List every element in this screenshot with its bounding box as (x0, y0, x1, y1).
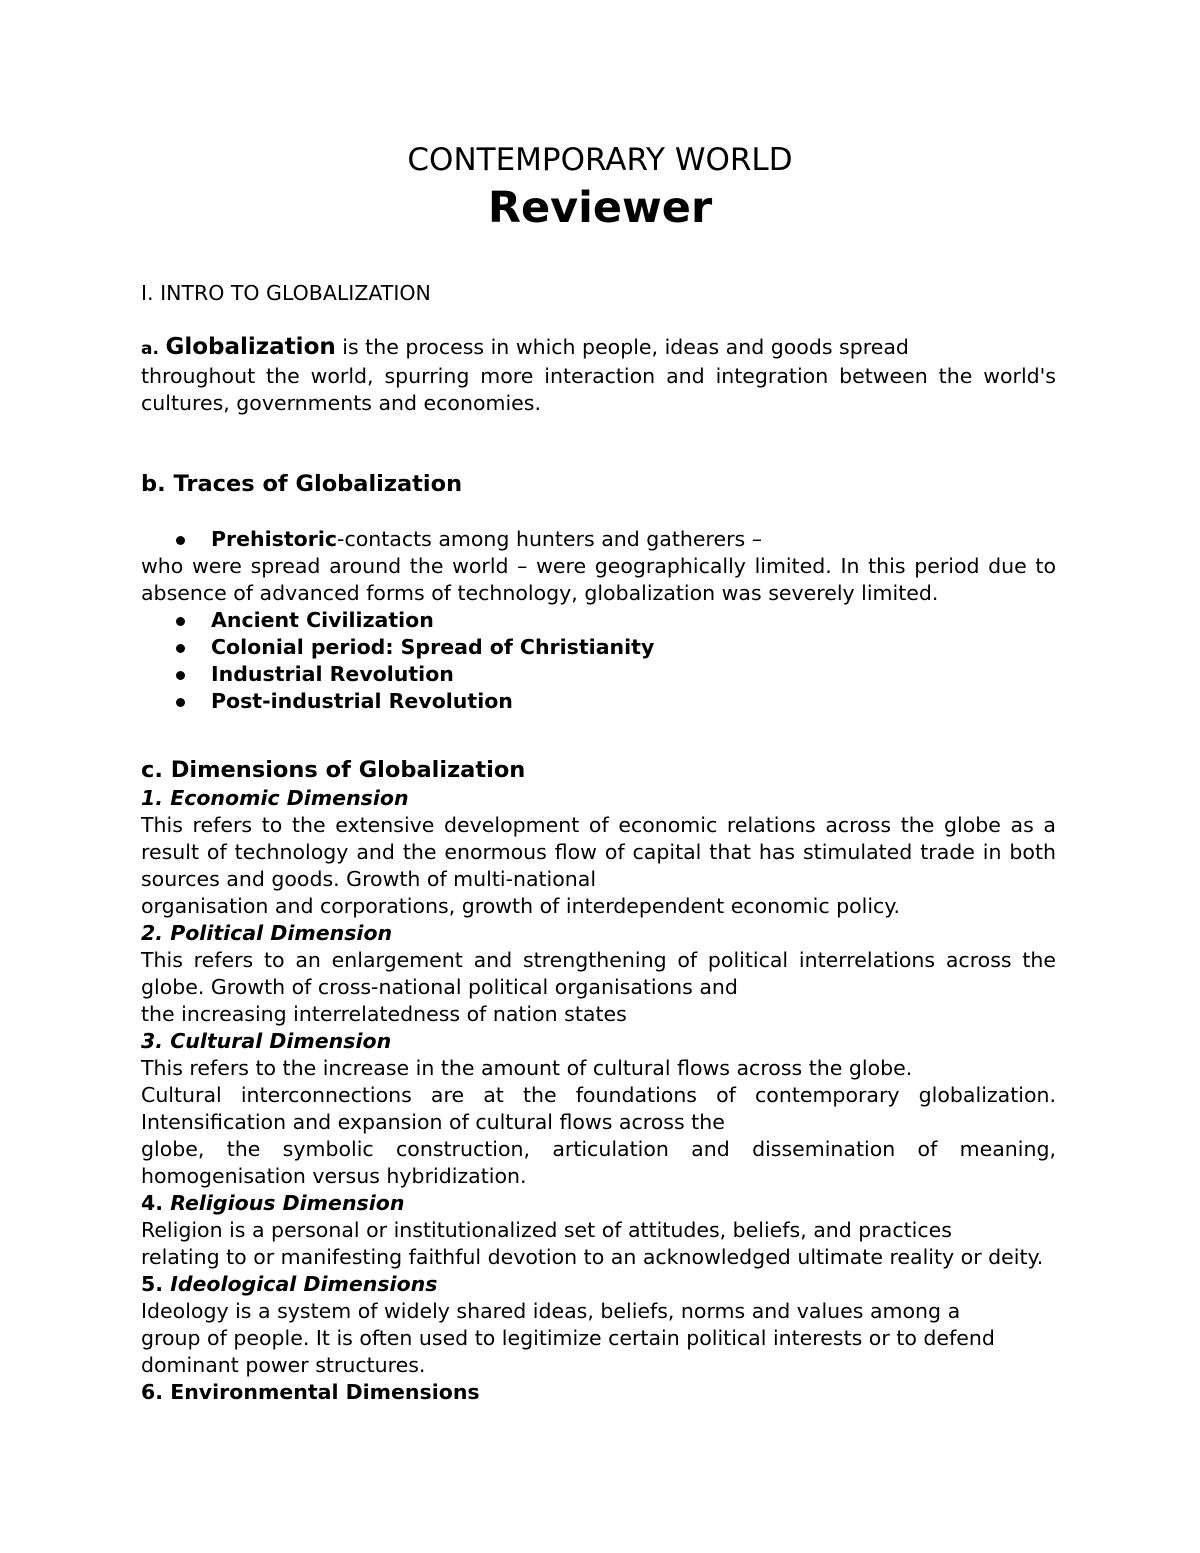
list-item (141, 526, 1056, 553)
dimension-cultural-line-2: Cultural interconnections are at the foundations of contemporary globalization. (141, 1083, 1056, 1107)
prehistoric-text: -contacts among hunters and gatherers – (337, 527, 762, 551)
section-heading-traces: b. Traces of Globalization (141, 471, 463, 497)
dimension-ideological-name: Ideological Dimensions (163, 1272, 438, 1296)
dimension-political-line-2: globe. Growth of cross-national political organisations and (141, 975, 738, 999)
dimension-religious-line-1: Religion is a personal or institutionalized set of attitudes, beliefs, and practices (141, 1218, 952, 1242)
definition-text-1: is the process in which people, ideas and goods spread (335, 335, 909, 359)
dimension-religious-name: Religious Dimension (163, 1191, 405, 1215)
dimension-economic-title: 1. Economic Dimension (141, 786, 409, 810)
bullet-icon (176, 698, 185, 707)
dimension-cultural-line-3: Intensification and expansion of cultural flows across the (141, 1110, 725, 1134)
dimension-ideological-line-2: group of people. It is often used to legitimize certain political interests or to defend (141, 1326, 995, 1350)
traces-list-periods (141, 607, 1056, 715)
term-prehistoric: Prehistoric (211, 527, 338, 551)
dimension-economic-line-2: result of technology and the enormous flow of capital that has stimulated trade in both (141, 840, 1056, 864)
dimension-ideological-title (141, 1271, 1056, 1298)
dimension-political-title: 2. Political Dimension (141, 921, 393, 945)
dimension-ideological-line-1: Ideology is a system of widely shared ideas, beliefs, norms and values among a (141, 1299, 961, 1323)
definition-line-3: cultures, governments and economies. (141, 391, 541, 415)
dimension-cultural-line-1: This refers to the increase in the amount of cultural flows across the globe. (141, 1056, 913, 1080)
dimension-cultural-line-4: globe, the symbolic construction, articulation and dissemination of meaning, (141, 1137, 1056, 1161)
document-subtitle: Reviewer (487, 183, 713, 233)
list-item (141, 661, 1056, 688)
dimension-economic-line-3: sources and goods. Growth of multi-national (141, 867, 597, 891)
dimension-cultural-line-5: homogenisation versus hybridization. (141, 1164, 527, 1188)
period-ancient: Ancient Civilization (211, 608, 434, 632)
dimension-religious-title (141, 1190, 1056, 1217)
period-colonial: Colonial period: Spread of Christianity (211, 635, 655, 659)
dimension-political-line-1: This refers to an enlargement and strengthening of political interrelations across the (141, 948, 1056, 972)
list-item (141, 607, 1056, 634)
dimension-economic-line-1: This refers to the extensive development of economic relations across the globe as a (141, 813, 1056, 837)
dimension-ideological-number: 5. (141, 1272, 164, 1296)
dimension-economic-line-4: organisation and corporations, growth of interdependent economic policy. (141, 894, 901, 918)
traces-list (141, 526, 1056, 553)
bullet-icon (176, 536, 185, 545)
dimension-religious-line-2: relating to or manifesting faithful devotion to an acknowledged ultimate reality or deity. (141, 1245, 1044, 1269)
document-body (141, 280, 1056, 1406)
dimension-political-line-3: the increasing interrelatedness of nation states (141, 1002, 627, 1026)
document-title: CONTEMPORARY WORLD (407, 142, 793, 178)
list-item (141, 688, 1056, 715)
definition-line-1 (141, 334, 1056, 363)
definition-globalization (141, 334, 1056, 417)
bullet-icon (176, 671, 185, 680)
period-industrial: Industrial Revolution (211, 662, 454, 686)
section-heading-dimensions: c. Dimensions of Globalization (141, 757, 526, 783)
bullet-icon (176, 644, 185, 653)
term-globalization: Globalization (165, 334, 336, 360)
period-post-industrial: Post-industrial Revolution (211, 689, 513, 713)
prehistoric-line-3: absence of advanced forms of technology, globalization was severely limited. (141, 581, 939, 605)
dimension-environmental-title: 6. Environmental Dimensions (141, 1380, 480, 1404)
list-item (141, 634, 1056, 661)
bullet-icon (176, 617, 185, 626)
prehistoric-line-2: who were spread around the world – were geographically limited. In this period due to (141, 554, 1056, 578)
dimension-cultural-title: 3. Cultural Dimension (141, 1029, 392, 1053)
section-heading-intro: I. INTRO TO GLOBALIZATION (141, 281, 431, 305)
dimension-ideological-line-3: dominant power structures. (141, 1353, 426, 1377)
dimension-religious-number: 4. (141, 1191, 164, 1215)
definition-line-2: throughout the world, spurring more interaction and integration between the world's (141, 364, 1056, 388)
part-a-marker: a. (141, 339, 159, 359)
